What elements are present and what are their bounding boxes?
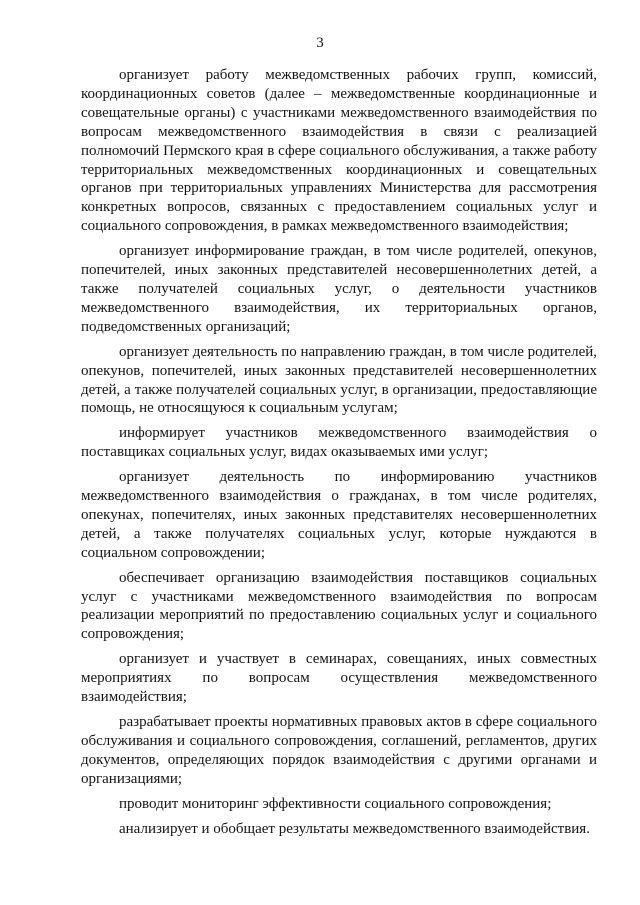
document-body xyxy=(81,66,597,844)
paragraph-provider-informing: информирует участников межведомственного взаимодействия о поставщиках социальных услуг, видах оказываемых ими услуг; xyxy=(81,425,597,461)
paragraph-citizen-informing: организует информирование граждан, в том числе родителей, опекунов, попечителей, иных законных представителей несовершеннолетних детей, а также получателей социальных услуг, о деятельности участников межведомственного взаимодействия, их территориальных органов, подведомственных организаций; xyxy=(81,243,597,335)
paragraph-regulations-drafting: разрабатывает проекты нормативных правовых актов в сфере социального обслуживания и социального сопровождения, соглашений, регламентов, других документов, определяющих порядок взаимодействия с другими органами и организациями; xyxy=(81,714,597,787)
paragraph-working-groups: организует работу межведомственных рабочих групп, комиссий, координационных советов (далее – межведомственные координационные и совещательные органы) с участниками межведомственного взаимодействия по вопросам межведомственного взаимодействия в связи с реализацией полномочий Пермского края в сфере социального обслуживания, а также работу территориальных межведомственных координационных и совещательных органов при территориальных управлениях Министерства для рассмотрения конкретных вопросов, связанных с предоставлением социальных услуг и социального сопровождения, в рамках межведомственного взаимодействия; xyxy=(81,67,597,235)
paragraph-participant-informing: организует деятельность по информированию участников межведомственного взаимодействия о гражданах, в том числе родителях, опекунах, попечителях, иных законных представителях несовершеннолетних детей, а также получателях социальных услуг, которые нуждаются в социальном сопровождении; xyxy=(81,469,597,561)
paragraph-citizen-referral: организует деятельность по направлению граждан, в том числе родителей, опекунов, попечителей, иных законных представителей несовершеннолетних детей, а также получателей социальных услуг, в организации, предоставляющие помощь, не относящуюся к социальным услугам; xyxy=(81,343,597,417)
paragraph-results-analysis: анализирует и обобщает результаты межведомственного взаимодействия. xyxy=(119,820,590,837)
paragraph-provider-interaction: обеспечивает организацию взаимодействия поставщиков социальных услуг с участниками межведомственного взаимодействия по вопросам реализации мероприятий по предоставлению социальных услуг и социального сопровождения; xyxy=(81,569,597,643)
paragraph-seminars: организует и участвует в семинарах, совещаниях, иных совместных мероприятиях по вопросам осуществления межведомственного взаимодействия; xyxy=(81,651,597,706)
page-number: 3 xyxy=(316,35,324,51)
paragraph-monitoring: проводит мониторинг эффективности социального сопровождения; xyxy=(119,795,552,812)
